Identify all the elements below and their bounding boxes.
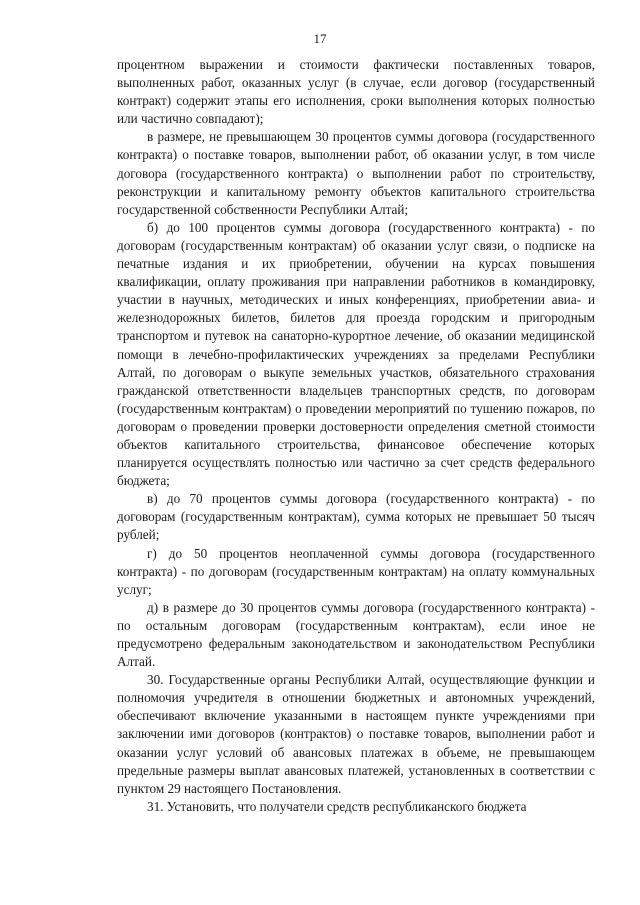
paragraph: в) до 70 процентов суммы договора (государственного контракта) - по договорам (государственным контрактам), сумма которых не превышает 50 тысяч рублей;: [117, 491, 595, 543]
paragraph: в размере, не превышающем 30 процентов суммы договора (государственного контракта) о поставке товаров, выполнении работ, об оказании услуг, в том числе договора (государственного контракта) о выполнении работ по строительству, реконструкции и капитальному ремонту объектов капитального строительства государственной собственности Республики Алтай;: [117, 129, 595, 217]
document-body: [117, 56, 595, 816]
paragraph: 30. Государственные органы Республики Алтай, осуществляющие функции и полномочия учредителя в отношении бюджетных и автономных учреждений, обеспечивают включение указанными в настоящем пункте учреждениями при заключении ими договоров (контрактов) о поставке товаров, выполнении работ и оказании услуг условий об авансовых платежах в объеме, не превышающем предельные размеры выплат авансовых платежей, установленных в соответствии с пунктом 29 настоящего Постановления.: [117, 672, 595, 796]
paragraph: б) до 100 процентов суммы договора (государственного контракта) - по договорам (государственным контрактам) об оказании услуг связи, о подписке на печатные издания и их приобретении, обучении на курсах повышения квалификации, оплату проживания при направлении работников в командировку, участии в научных, методических и иных конференциях, приобретении авиа- и железнодорожных билетов, билетов для проезда городским и пригородным транспортом и путевок на санаторно-курортное лечение, об оказании медицинской помощи в лечебно-профилактических учреждениях за пределами Республики Алтай, по договорам о выкупе земельных участков, обязательного страхования гражданской ответственности владельцев транспортных средств, по договорам (государственным контрактам) о проведении мероприятий по тушению пожаров, по договорам о проведении проверки достоверности определения сметной стоимости объектов капитального строительства, финансовое обеспечение которых планируется осуществлять полностью или частично за счет средств федерального бюджета;: [117, 219, 595, 489]
paragraph: д) в размере до 30 процентов суммы договора (государственного контракта) - по остальным договорам (государственным контрактам), если иное не предусмотрено федеральным законодательством и законодательством Республики Алтай.: [117, 599, 595, 670]
paragraph: процентном выражении и стоимости фактически поставленных товаров, выполненных работ, оказанных услуг (в случае, если договор (государственный контракт) содержит этапы его исполнения, сроки выполнения которых полностью или частично совпадают);: [117, 57, 595, 127]
paragraph: 31. Установить, что получатели средств республиканского бюджета: [147, 798, 527, 814]
paragraph: г) до 50 процентов неоплаченной суммы договора (государственного контракта) - по договорам (государственным контрактам) на оплату коммунальных услуг;: [117, 545, 595, 597]
page-number: 17: [313, 31, 327, 46]
